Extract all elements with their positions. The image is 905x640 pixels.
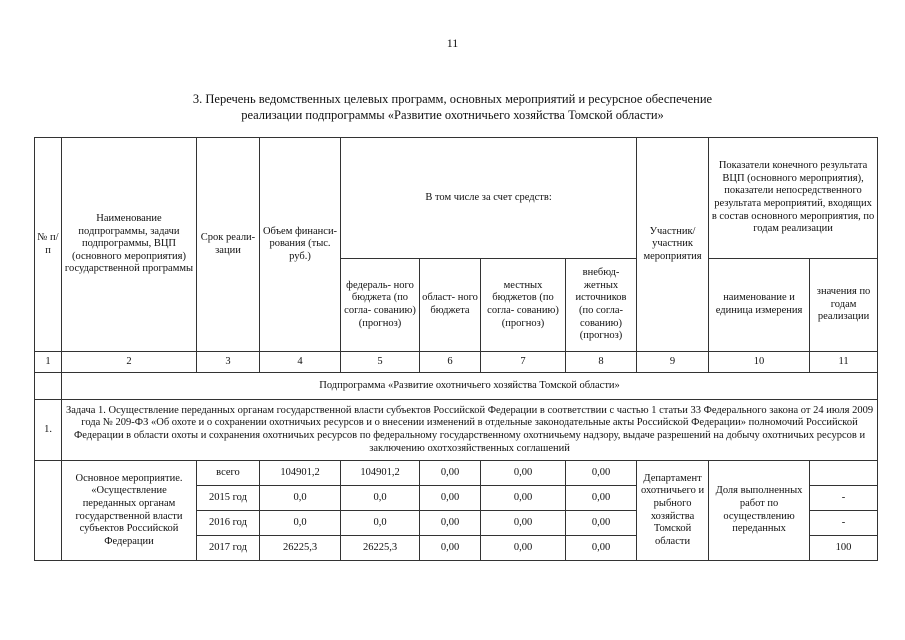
activity-regional: 0,00 xyxy=(420,486,481,511)
column-number: 6 xyxy=(420,352,481,373)
header-col-federal: федераль- ного бюджета (по согла- сованию) (прогноз) xyxy=(341,259,420,352)
activity-federal: 26225,3 xyxy=(341,536,420,561)
header-col-ind-name: наименование и единица измерения xyxy=(709,259,810,352)
activity-volume: 104901,2 xyxy=(260,461,341,486)
activity-value: - xyxy=(810,511,878,536)
column-number: 1 xyxy=(35,352,62,373)
activity-indicator: Доля выполненных работ по осуществлению переданных xyxy=(709,461,810,561)
activity-federal: 104901,2 xyxy=(341,461,420,486)
column-number: 5 xyxy=(341,352,420,373)
task-row xyxy=(35,400,878,461)
activity-federal: 0,0 xyxy=(341,511,420,536)
column-number: 3 xyxy=(197,352,260,373)
activity-regional: 0,00 xyxy=(420,461,481,486)
header-col-ind-values: значения по годам реализации xyxy=(810,259,878,352)
activity-term: 2016 год xyxy=(197,511,260,536)
column-number: 11 xyxy=(810,352,878,373)
document-title xyxy=(100,91,805,123)
activity-volume: 0,0 xyxy=(260,511,341,536)
activity-local: 0,00 xyxy=(481,536,566,561)
column-number: 10 xyxy=(709,352,810,373)
header-col-extra: внебюд- жетных источников (по согла- сованию) (прогноз) xyxy=(566,259,637,352)
activity-volume: 26225,3 xyxy=(260,536,341,561)
activity-volume: 0,0 xyxy=(260,486,341,511)
activity-local: 0,00 xyxy=(481,486,566,511)
column-number: 4 xyxy=(260,352,341,373)
activity-extra: 0,00 xyxy=(566,461,637,486)
header-col-local: местных бюджетов (по согла- сованию) (прогноз) xyxy=(481,259,566,352)
activity-extra: 0,00 xyxy=(566,511,637,536)
activity-term: 2017 год xyxy=(197,536,260,561)
activity-extra: 0,00 xyxy=(566,536,637,561)
header-col-participant: Участник/ участник мероприятия xyxy=(637,138,709,352)
task-text: Задача 1. Осуществление переданных органам государственной власти субъектов Российской Федерации в соответствии с частью 1 статьи 33 Федерального закона от 24 июля 2009 года № 209-ФЗ «Об охоте и о сохранении охотничьих ресурсов и о внесении изменений в отдельные законодательные акты Российской Федерации» полномочий Российской Федерации в области охоты и сохранения охотничьих ресурсов по федеральному государственному охотничьему надзору, выдаче разрешений на добычу охотничьих ресурсов и заключению охотхозяйственных соглашений xyxy=(62,400,878,461)
activity-participant: Департамент охотничьего и рыбного хозяйства Томской области xyxy=(637,461,709,561)
header-col-volume: Объем финанси- рования (тыс. руб.) xyxy=(260,138,341,352)
activity-term: всего xyxy=(197,461,260,486)
activity-value: 100 xyxy=(810,536,878,561)
subprogram-title: Подпрограмма «Развитие охотничьего хозяйства Томской области» xyxy=(62,373,878,400)
header-col-num: № п/п xyxy=(35,138,62,352)
header-col-indicators: Показатели конечного результата ВЦП (основного мероприятия), показатели непосредственного результата мероприятий, входящих в состав основного мероприятия, по годам реализации xyxy=(709,138,878,259)
column-number: 9 xyxy=(637,352,709,373)
subprogram-row xyxy=(35,373,878,400)
program-table xyxy=(34,137,878,561)
activity-regional: 0,00 xyxy=(420,511,481,536)
column-number: 2 xyxy=(62,352,197,373)
activity-local: 0,00 xyxy=(481,511,566,536)
activity-value: - xyxy=(810,486,878,511)
activity-name: Основное мероприятие. «Осуществление переданных органам государственной власти субъектов Российской Федерации xyxy=(62,461,197,561)
column-number: 8 xyxy=(566,352,637,373)
page-number: 11 xyxy=(446,36,459,50)
activity-value xyxy=(810,461,878,486)
activity-term: 2015 год xyxy=(197,486,260,511)
title-line-1: 3. Перечень ведомственных целевых программ, основных мероприятий и ресурсное обеспечение xyxy=(192,92,713,106)
activity-row xyxy=(35,461,878,486)
column-number: 7 xyxy=(481,352,566,373)
activity-regional: 0,00 xyxy=(420,536,481,561)
header-col-term: Срок реали- зации xyxy=(197,138,260,352)
title-line-2: реализации подпрограммы «Развитие охотничьего хозяйства Томской области» xyxy=(241,108,664,122)
activity-local: 0,00 xyxy=(481,461,566,486)
task-number: 1. xyxy=(35,400,62,461)
header-col-regional: област- ного бюджета xyxy=(420,259,481,352)
activity-federal: 0,0 xyxy=(341,486,420,511)
column-number-row xyxy=(35,352,878,373)
header-col-sources: В том числе за счет средств: xyxy=(341,138,637,259)
activity-extra: 0,00 xyxy=(566,486,637,511)
header-col-name: Наименование подпрограммы, задачи подпрограммы, ВЦП (основного мероприятия) государственной программы xyxy=(62,138,197,352)
